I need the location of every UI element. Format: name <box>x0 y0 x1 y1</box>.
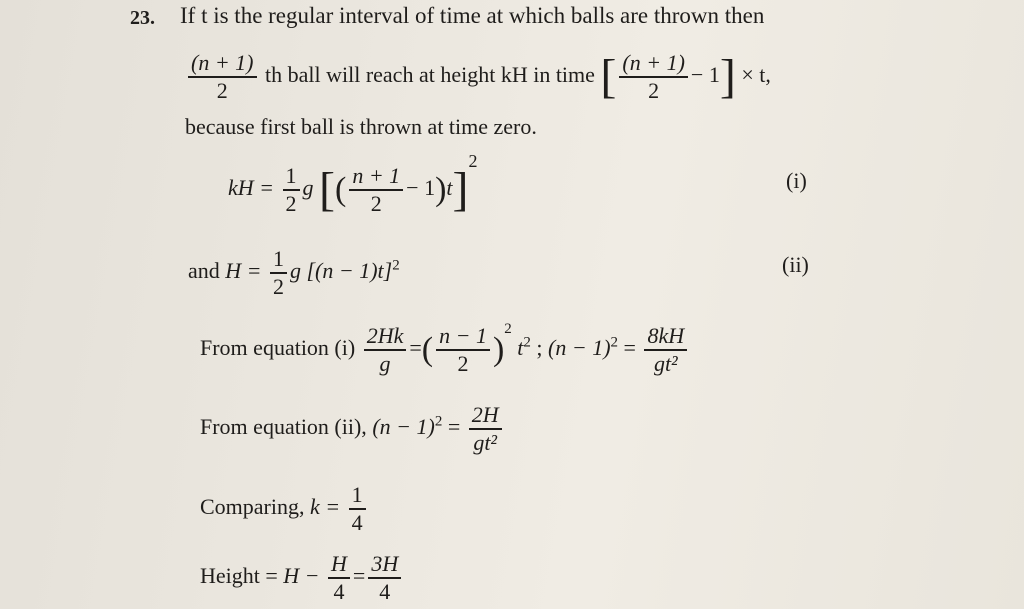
height-line: Height = H − $\frac{H}{4}$ = $\frac{3H}{4}$ <box>200 553 404 603</box>
problem-line-2: $\frac{(n + 1)}{2}$ th ball will reach at height kH in time [ $\frac{(n + 1)}{2}$ − 1] × t, <box>185 52 771 102</box>
problem-intro: If t is the regular interval of time at which balls are thrown then <box>180 3 765 28</box>
problem-line-3: because first ball is thrown at time zero. <box>185 114 537 139</box>
equation-2: and H = $\frac{1}{2}$ g $[(n - 1)t]^2$ <box>188 246 400 299</box>
comparing-line: Comparing, k = $\frac{1}{4}$ <box>200 484 369 534</box>
from-equation-2: From equation (ii), $(n - 1)^2$ = $\frac{2H}{\text{gt²}}$ <box>200 404 505 454</box>
equation-1-tag: (i) <box>786 168 807 193</box>
equation-1: kH = $\frac{1}{2}$ g [( $\frac{n + 1}{2}$ − 1)t]$^2$ <box>228 151 478 216</box>
equation-2-tag: (ii) <box>782 252 809 277</box>
from-equation-1: From equation (i) $\frac{2Hk}{g}$ =( $\frac{n - 1}{2}$ )$^2$ $t^2$ ; $(n - 1)^2$ = $\frac{8kH}{\text{gt²}}$ <box>200 322 690 375</box>
problem-number: 23. <box>130 7 155 29</box>
time-fraction: $\frac{(n + 1)}{2}$ <box>619 52 688 102</box>
ball-index-fraction: $\frac{(n + 1)}{2}$ <box>188 52 257 102</box>
problem-line-2-text: th ball will reach at height kH in time <box>265 62 595 88</box>
